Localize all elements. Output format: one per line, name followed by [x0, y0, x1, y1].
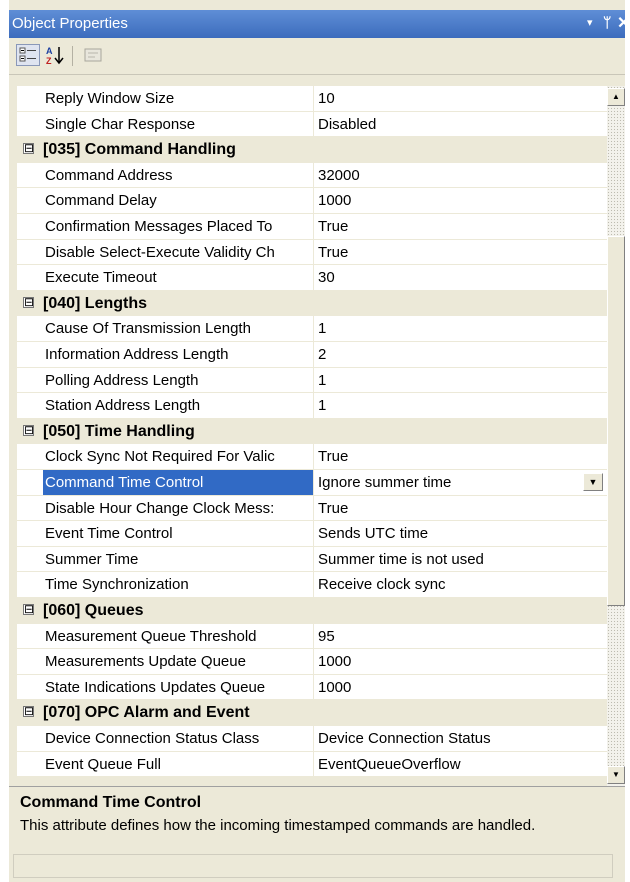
category-row[interactable]	[17, 598, 607, 624]
property-name[interactable]: Event Queue Full	[43, 752, 314, 777]
property-value[interactable]: Receive clock sync	[318, 576, 446, 594]
description-footer-box	[13, 854, 613, 878]
property-value[interactable]: 30	[318, 269, 335, 287]
property-name[interactable]: Cause Of Transmission Length	[43, 316, 314, 341]
category-label: [050] Time Handling	[43, 422, 195, 440]
property-name[interactable]: State Indications Updates Queue	[43, 675, 314, 700]
property-pages-button[interactable]	[81, 44, 105, 66]
property-name[interactable]: Event Time Control	[43, 521, 314, 546]
property-name[interactable]: Command Delay	[43, 188, 314, 213]
property-row[interactable]	[17, 572, 607, 598]
property-name[interactable]: Measurements Update Queue	[43, 649, 314, 674]
property-value[interactable]: 32000	[318, 166, 360, 184]
alphabetical-button[interactable]	[44, 44, 68, 66]
property-row[interactable]	[17, 624, 607, 650]
property-row[interactable]	[17, 444, 607, 470]
description-pane	[9, 792, 625, 882]
property-value[interactable]: Disabled	[318, 115, 377, 133]
property-value[interactable]: True	[318, 499, 349, 517]
property-row[interactable]	[17, 163, 607, 189]
property-name[interactable]: Information Address Length	[43, 342, 314, 367]
property-value[interactable]: Summer time is not used	[318, 550, 484, 568]
svg-text:Z: Z	[46, 56, 52, 66]
property-name[interactable]: Command Address	[43, 163, 314, 188]
property-value[interactable]: True	[318, 448, 349, 466]
categorized-icon	[17, 45, 39, 65]
category-label: [070] OPC Alarm and Event	[43, 704, 250, 722]
property-row[interactable]	[17, 86, 607, 112]
category-row[interactable]	[17, 419, 607, 445]
window-title: Object Properties	[12, 15, 128, 32]
property-value-select[interactable]: Ignore summer time	[318, 474, 452, 491]
property-row[interactable]	[17, 752, 607, 778]
property-value[interactable]: 1000	[318, 678, 352, 696]
dropdown-arrow-icon[interactable]: ▼	[583, 473, 603, 491]
scroll-up-icon[interactable]: ▲	[607, 88, 625, 106]
property-name[interactable]: Disable Select-Execute Validity Ch	[43, 240, 314, 265]
toolbar	[9, 38, 625, 75]
property-row[interactable]	[17, 649, 607, 675]
category-label: [040] Lengths	[43, 294, 148, 312]
description-title: Command Time Control	[20, 794, 202, 811]
category-row[interactable]	[17, 291, 607, 317]
property-row[interactable]	[17, 112, 607, 138]
property-row[interactable]	[17, 240, 607, 266]
property-value[interactable]: 2	[318, 346, 327, 363]
property-row[interactable]	[17, 368, 607, 394]
pin-icon[interactable]: ᛘ	[603, 14, 612, 30]
collapse-icon[interactable]: ⊟	[24, 704, 35, 719]
property-value[interactable]: 10	[318, 90, 335, 107]
property-row[interactable]	[17, 393, 607, 419]
property-name[interactable]: Reply Window Size	[43, 86, 314, 111]
property-value[interactable]: 1000	[318, 192, 352, 210]
property-name[interactable]: Station Address Length	[43, 393, 314, 418]
property-row[interactable]	[17, 214, 607, 240]
property-pages-icon	[81, 44, 105, 66]
property-value[interactable]: 1	[318, 371, 327, 389]
categorized-button[interactable]	[16, 44, 40, 66]
property-name[interactable]: Single Char Response	[43, 112, 314, 137]
property-row[interactable]	[17, 265, 607, 291]
property-name[interactable]: Disable Hour Change Clock Mess:	[43, 496, 314, 521]
property-value[interactable]: True	[318, 218, 349, 235]
property-name[interactable]: Summer Time	[43, 547, 314, 572]
property-name[interactable]: Command Time Control	[43, 470, 314, 495]
collapse-icon[interactable]: ⊟	[24, 602, 35, 616]
property-name[interactable]: Time Synchronization	[43, 572, 314, 597]
collapse-icon[interactable]: ⊟	[24, 141, 35, 156]
description-text: This attribute defines how the incoming timestamped commands are handled.	[20, 817, 536, 834]
property-name[interactable]: Clock Sync Not Required For Valic	[43, 444, 314, 469]
property-value[interactable]: 1000	[318, 653, 352, 671]
property-row-selected[interactable]	[17, 470, 607, 496]
scroll-thumb[interactable]	[607, 236, 625, 606]
property-row[interactable]	[17, 342, 607, 368]
category-row[interactable]	[17, 137, 607, 163]
property-name[interactable]: Measurement Queue Threshold	[43, 624, 314, 649]
object-properties-window	[9, 0, 630, 882]
property-value[interactable]: Sends UTC time	[318, 525, 429, 543]
category-label: [060] Queues	[43, 602, 144, 619]
vertical-scrollbar[interactable]	[607, 86, 625, 786]
title-bar[interactable]	[9, 10, 630, 38]
property-value[interactable]: 95	[318, 627, 335, 645]
property-name[interactable]: Polling Address Length	[43, 368, 314, 393]
scroll-down-icon[interactable]: ▼	[607, 766, 625, 784]
property-value[interactable]: 1	[318, 397, 327, 415]
property-row[interactable]	[17, 496, 607, 522]
property-name[interactable]: Device Connection Status Class	[43, 726, 314, 751]
property-row[interactable]	[17, 547, 607, 573]
category-label: [035] Command Handling	[43, 141, 236, 159]
property-grid	[17, 86, 607, 786]
property-value[interactable]: True	[318, 243, 349, 261]
property-row[interactable]	[17, 675, 607, 701]
property-row[interactable]	[17, 316, 607, 342]
property-name[interactable]: Execute Timeout	[43, 265, 314, 290]
svg-text:A: A	[46, 46, 53, 56]
property-row[interactable]	[17, 726, 607, 752]
sort-az-icon	[44, 44, 68, 66]
property-row[interactable]	[17, 188, 607, 214]
collapse-icon[interactable]: ⊟	[24, 422, 35, 437]
toolbar-separator	[72, 46, 73, 66]
property-value[interactable]: Device Connection Status	[318, 730, 491, 747]
close-icon[interactable]: ✕	[617, 15, 630, 32]
collapse-icon[interactable]: ⊟	[24, 294, 35, 309]
property-name[interactable]: Confirmation Messages Placed To	[43, 214, 314, 239]
property-value[interactable]: EventQueueOverflow	[318, 755, 461, 773]
category-row[interactable]	[17, 700, 607, 726]
window-menu-icon[interactable]: ▾	[587, 17, 593, 29]
property-value[interactable]: 1	[318, 320, 327, 338]
property-row[interactable]	[17, 521, 607, 547]
